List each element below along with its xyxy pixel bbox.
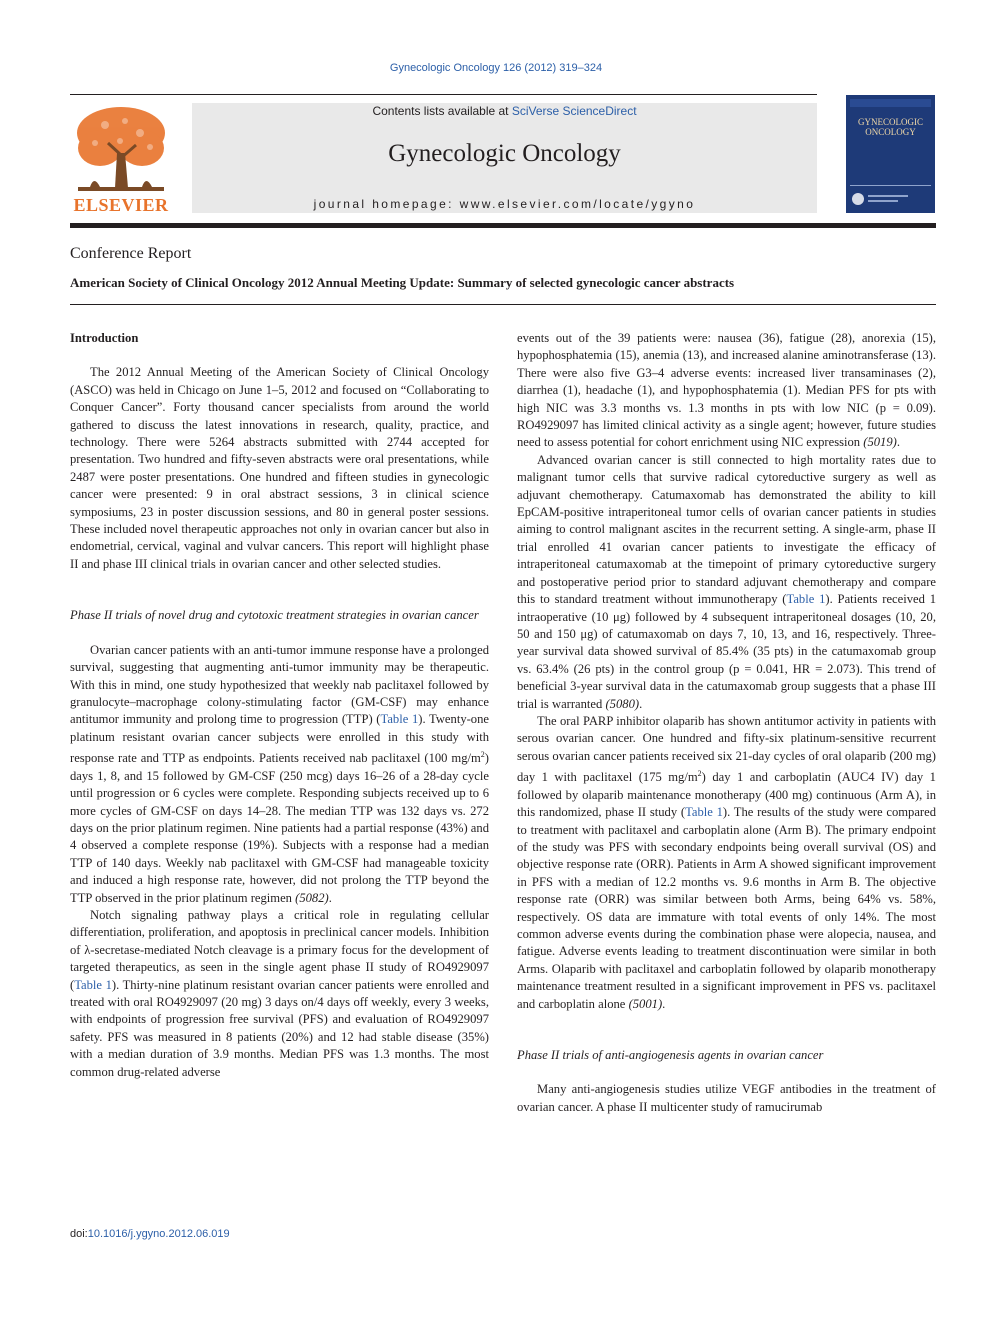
header-thick-rule — [70, 223, 936, 228]
section-type: Conference Report — [70, 245, 192, 262]
title-rule — [70, 304, 936, 305]
cont-text: events out of the 39 patients were: nausea (36), fatigue (28), anorexia (15), hypophosphatemia (15), anemia (13), and increased alanine aminotransferase (13). There were also five G3–4 adverse events: increased liver transaminases (2), diarrhea (1), headache (1), and hypophosphatemia (1). Median PFS for pts with high NIC was 3.3 months vs. 1.3 months in pts with low NIC (p = 0.09). RO4929097 has limited clinical activity as a single agent; however, future studies need to assess potential for cohort enrichment using NIC expression — [517, 331, 936, 450]
period: . — [639, 696, 643, 711]
superscript: 2 — [480, 750, 485, 760]
intro-paragraph: The 2012 Annual Meeting of the American Society of Clinical Oncology (ASCO) was held in Chicago on June 1–5, 2012 and focused on “Collaborating to Conquer Cancer”. Forty thousand cancer specialists from around the world gathered to discuss the latest innovations in research, quality, practice, and technology. There were 5264 abstracts submitted with 2744 accepted for presentation. Two hundred and fifty-seven abstracts were oral presentations, while 2487 were poster presentations. One hundred and fifteen studies in gynecologic cancer were presented: 9 in oral abstract sessions, 3 in clinical science symposiums, 23 in poster discussion sessions, and 80 in general poster sessions. These included novel therapeutic approaches not only in ovarian cancer but also in endometrial, cervical, vaginal and vulvar cancers. This report will highlight phase II and phase III clinical trials in ovarian cancer and other selected studies. — [70, 365, 489, 571]
heading-antiangiogenesis: Phase II trials of anti-angiogenesis agents in ovarian cancer — [517, 1048, 824, 1063]
heading-phase2-novel: Phase II trials of novel drug and cytotoxic treatment strategies in ovarian cancer — [70, 608, 479, 623]
notch-text-2: ). Thirty-nine platinum resistant ovarian cancer patients were enrolled and treated with oral RO4929097 (20 mg) 3 days on/4 days off weekly, every 3 weeks, with endpoints of progression free survival (PFS) and evaluation of RO4929097 safety. PFS was measured in 8 patients (20%) and 12 had stable disease (35%) with a median duration of 3.9 months. Median PFS was 1.3 months. The most common drug-related adverse — [70, 977, 489, 1079]
catu-text-2: ). Patients received 1 intraoperative (10 μg) followed by 4 subsequent intraperitoneal dosages (10, 20, 50 and 150 μg) of catumaxomab on days 7, 10, 13, and 16, respectively. Three-year survival data showed survival of 85.4% (35 pts) in the catumaxomab group vs. 63.4% (26 pts) in the control group (p = 0.041, HR = 2.073). This trend of beneficial 3-year survival data in the catumaxomab group suggests that a phase III trial is warranted — [517, 592, 937, 711]
notch-text-1: Notch signaling pathway plays a critical role in regulating cellular differentiation, proliferation, and apoptosis in preclinical cancer models. Inhibition of λ-secretase-mediated Notch cleavage is a primary focus for the development of targeted therapeutics, as seen in the single agent phase II study of RO4929097 ( — [70, 907, 489, 992]
article-title: American Society of Clinical Oncology 2012 Annual Meeting Update: Summary of selected gynecologic cancer abstracts — [70, 275, 735, 290]
doi-link[interactable]: 10.1016/j.ygyno.2012.06.019 — [87, 1228, 230, 1240]
catu-text-1: Advanced ovarian cancer is still connected to high mortality rates due to malignant tumor cells that survive radical cytoreductive surgery as well as adjuvant chemotherapy. Catumaxomab has demonstrated the ability to kill EpCAM-positive intraperitoneal tumor cells of ovarian cancer patients in studies aiming to control malignant ascites in the recurrent setting. A single-arm, phase II trial enrolled 41 ovarian cancer patients to investigate the efficacy of intraperitoneal catumaxomab at the timepoint of primary cytoreductive surgery and postoperative period prior to standard adjuvant chemotherapy and compare this to standard treatment without immunotherapy ( — [517, 452, 936, 607]
table-1-link[interactable]: Table 1 — [786, 592, 826, 607]
nab-text-1: Ovarian cancer patients with an anti-tumor immune response have a prolonged survival, suggesting that augmenting anti-tumor immunity may be therapeutic. With this in mind, one study hypothesized that weekly nab paclitaxel followed by granulocyte–macrophage colony-stimulating factor (GM-CSF) may enhance antitumor immunity and prolong time to progression (TTP) ( — [70, 642, 489, 727]
doi-line — [70, 1228, 230, 1240]
antiangio-paragraph: Many anti-angiogenesis studies utilize VEGF antibodies in the treatment of ovarian cancer. A phase II multicenter study of ramucirumab — [517, 1082, 936, 1114]
superscript: 2 — [697, 769, 702, 779]
table-1-link[interactable]: Table 1 — [74, 977, 112, 992]
period: . — [896, 435, 900, 450]
journal-citation[interactable]: Gynecologic Oncology 126 (2012) 319–324 — [389, 62, 603, 74]
table-1-link[interactable]: Table 1 — [685, 805, 723, 820]
nab-text-2: ). Twenty-one platinum resistant ovarian cancer subjects were enrolled in this study with response rate and TTP as endpoints. Patients received nab paclitaxel (100 mg/m — [70, 712, 489, 766]
olap-text-1: The oral PARP inhibitor olaparib has shown antitumor activity in patients with serous ovarian cancer. One hundred and fifty-six platinum-sensitive recurrent serous ovarian cancer patients received six 21-day cycles of oral olaparib (200 mg) day 1 with paclitaxel (175 mg/m — [517, 713, 936, 785]
elsevier-wordmark: ELSEVIER — [73, 195, 169, 215]
sciencedirect-link[interactable]: SciVerse ScienceDirect — [511, 104, 637, 118]
right-column — [517, 330, 936, 1116]
continued-paragraph — [517, 330, 936, 452]
journal-homepage — [192, 197, 817, 211]
journal-title: Gynecologic Oncology — [388, 140, 621, 167]
header-top-rule — [70, 94, 817, 95]
catumaxomab-paragraph — [517, 452, 936, 713]
heading-introduction: Introduction — [70, 331, 139, 345]
olaparib-paragraph — [517, 713, 936, 1013]
homepage-prefix: journal homepage: — [313, 197, 460, 211]
olap-text-2: ) day 1 and carboplatin (AUC4 IV) day 1 followed by olaparib maintenance monotherapy (400 mg) continuous (Arm A), in this randomized, phase II study ( — [517, 770, 936, 820]
olap-text-3: ). The results of the study were compared to treatment with paclitaxel and carboplatin alone (Arm B). The primary endpoint of the study was PFS with secondary endpoints being overall survival (OS) and objective response rate (ORR). Patients in Arm A showed significant improvement in PFS with a median of 12.2 months vs. 9.6 months in Arm B. The objective response rate (ORR) was similar between both Arms, being 64% vs. 58%, respectively. OS data are immature with total events of only 14%. The most common adverse events during the combination phase were alopecia, nausea, and fatigue. Adverse events leading to treatment discontinuation were similar in both Arms. Olaparib with paclitaxel and carboplatin followed by olaparib monotherapy maintenance treatment resulted in a significant improvement in PFS vs. paclitaxel and carboplatin alone — [517, 805, 937, 1011]
nab-paclitaxel-paragraph — [70, 642, 489, 907]
left-column — [70, 330, 489, 1081]
nab-text-3: ) days 1, 8, and 15 followed by GM-CSF (250 mcg) days 16–26 of a 28-day cycle until progression or 6 cycles were complete. Responding subjects received up to 6 more cycles of GM-CSF on days 14–28. The median TTP was 132 days vs. 272 days on the prior platinum regimen. Nine patients had a partial response (43%) and 4 observed a complete response (19%). Subjects with a response had a median TTP of 140 days. Weekly nab paclitaxel with GM-CSF had manageable toxicity and induced a high response rate, however, did not prolong the TTP beyond the TTP observed in the prior platinum regimen — [70, 751, 489, 905]
cover-graphic — [846, 95, 935, 213]
abstract-ref-5080[interactable]: (5080) — [605, 696, 640, 711]
period: . — [662, 996, 666, 1011]
contents-line — [192, 104, 817, 118]
doi-prefix: doi: — [70, 1228, 88, 1240]
table-1-link[interactable]: Table 1 — [380, 712, 419, 727]
notch-paragraph — [70, 907, 489, 1081]
period: . — [328, 890, 332, 905]
cover-title: GYNECOLOGIC ONCOLOGY — [858, 117, 923, 137]
abstract-ref-5082[interactable]: (5082) — [295, 890, 329, 905]
contents-prefix: Contents lists available at — [372, 104, 512, 118]
journal-cover-thumbnail[interactable] — [846, 95, 935, 213]
abstract-ref-5001[interactable]: (5001) — [628, 996, 663, 1011]
homepage-link[interactable]: www.elsevier.com/locate/ygyno — [459, 197, 696, 211]
abstract-ref-5019[interactable]: (5019) — [863, 435, 897, 450]
